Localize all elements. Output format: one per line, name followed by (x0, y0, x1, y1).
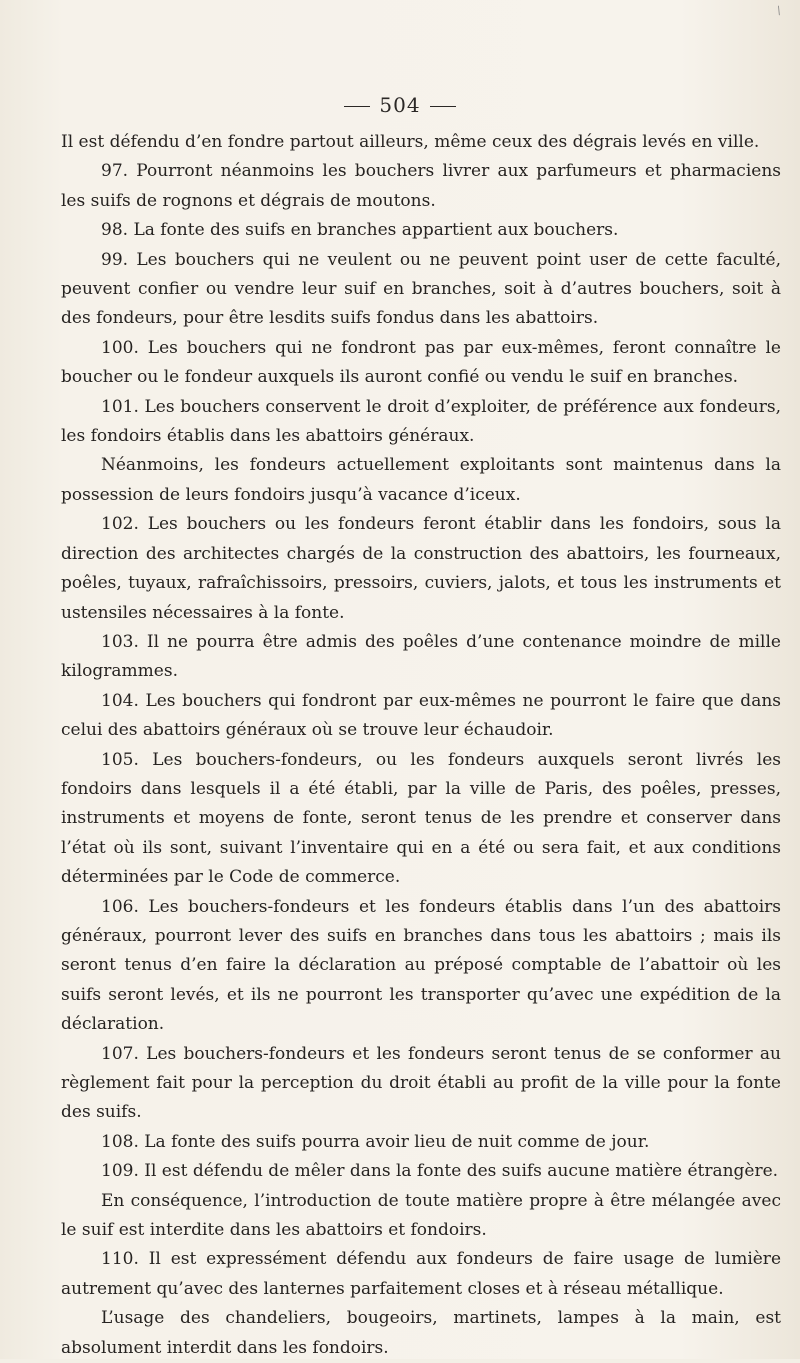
article-109: 109. Il est défendu de mêler dans la fonte des suifs aucune matière étrangère. (101, 1161, 779, 1182)
article-108: 108. La fonte des suifs pourra avoir lieu de nuit comme de jour. (101, 1131, 650, 1152)
paragraph: En conséquence, l’introduction de toute matière propre à être mélangée avec le suif est interdite dans les abattoirs et fondoirs. (61, 1190, 781, 1241)
article-97: 97. Pourront néanmoins les bouchers livrer aux parfumeurs et pharmaciens les suifs de rognons et dégrais de moutons. (61, 161, 781, 211)
article-102: 102. Les bouchers ou les fondeurs feront établir dans les fondoirs, sous la direction des architectes chargés de la construction des abattoirs, les fourneaux, poêles, tuyaux, rafraîchissoirs, pressoirs, cuviers, jalots, et tous les instruments et ustensiles nécessaires à la fonte. (61, 514, 781, 623)
paragraph: Néanmoins, les fondeurs actuellement exploitants sont maintenus dans la possession de leurs fondoirs jusqu’à vacance d’iceux. (61, 455, 781, 505)
article-103: 103. Il ne pourra être admis des poêles d’une contenance moindre de mille kilogrammes. (61, 631, 781, 682)
paragraph: L’usage des chandeliers, bougeoirs, martinets, lampes à la main, est absolument interdit dans les fondoirs. (61, 1308, 781, 1358)
article-101: 101. Les bouchers conservent le droit d’exploiter, de préférence aux fondeurs, les fondoirs établis dans les abattoirs généraux. (61, 396, 781, 447)
header-dash-left (344, 106, 370, 107)
page-number: 504 (379, 93, 421, 117)
article-110: 110. Il est expressément défendu aux fondeurs de faire usage de lumière autrement qu’avec des lanternes parfaitement closes et à réseau métallique. (61, 1249, 781, 1299)
article-106: 106. Les bouchers-fondeurs et les fondeurs établis dans l’un des abattoirs généraux, pourront lever des suifs en branches dans tous les abattoirs ; mais ils seront tenus d’en faire la déclaration au préposé comptable de l’abattoir où les suifs seront levés, et ils ne pourront les transporter qu’avec une expédition de la déclaration. (61, 896, 781, 1035)
paragraph: Il est défendu d’en fondre partout ailleurs, même ceux des dégrais levés en ville. (61, 132, 760, 152)
header-dash-right (430, 106, 456, 107)
page-header (0, 93, 800, 117)
corner-mark: \ (775, 3, 783, 18)
article-98: 98. La fonte des suifs en branches appartient aux bouchers. (101, 220, 619, 241)
article-99: 99. Les bouchers qui ne veulent ou ne peuvent point user de cette faculté, peuvent confier ou vendre leur suif en branches, soit à d’autres bouchers, soit à des fondeurs, pour être lesdits suifs fondus dans les abattoirs. (61, 249, 781, 329)
article-text (61, 128, 781, 1363)
article-104: 104. Les bouchers qui fondront par eux-mêmes ne pourront le faire que dans celui des abattoirs généraux où se trouve leur échaudoir. (61, 690, 781, 741)
article-105: 105. Les bouchers-fondeurs, ou les fondeurs auxquels seront livrés les fondoirs dans lesquels il a été établi, par la ville de Paris, des poêles, presses, instruments et moyens de fonte, seront tenus de les prendre et conserver dans l’état où ils sont, suivant l’inventaire qui en a été ou sera fait, et aux conditions déterminées par le Code de commerce. (61, 749, 781, 888)
article-107: 107. Les bouchers-fondeurs et les fondeurs seront tenus de se conformer au règlement fait pour la perception du droit établi au profit de la ville pour la fonte des suifs. (61, 1043, 781, 1123)
article-100: 100. Les bouchers qui ne fondront pas par eux-mêmes, feront connaître le boucher ou le fondeur auxquels ils auront confié ou vendu le suif en branches. (61, 337, 781, 388)
